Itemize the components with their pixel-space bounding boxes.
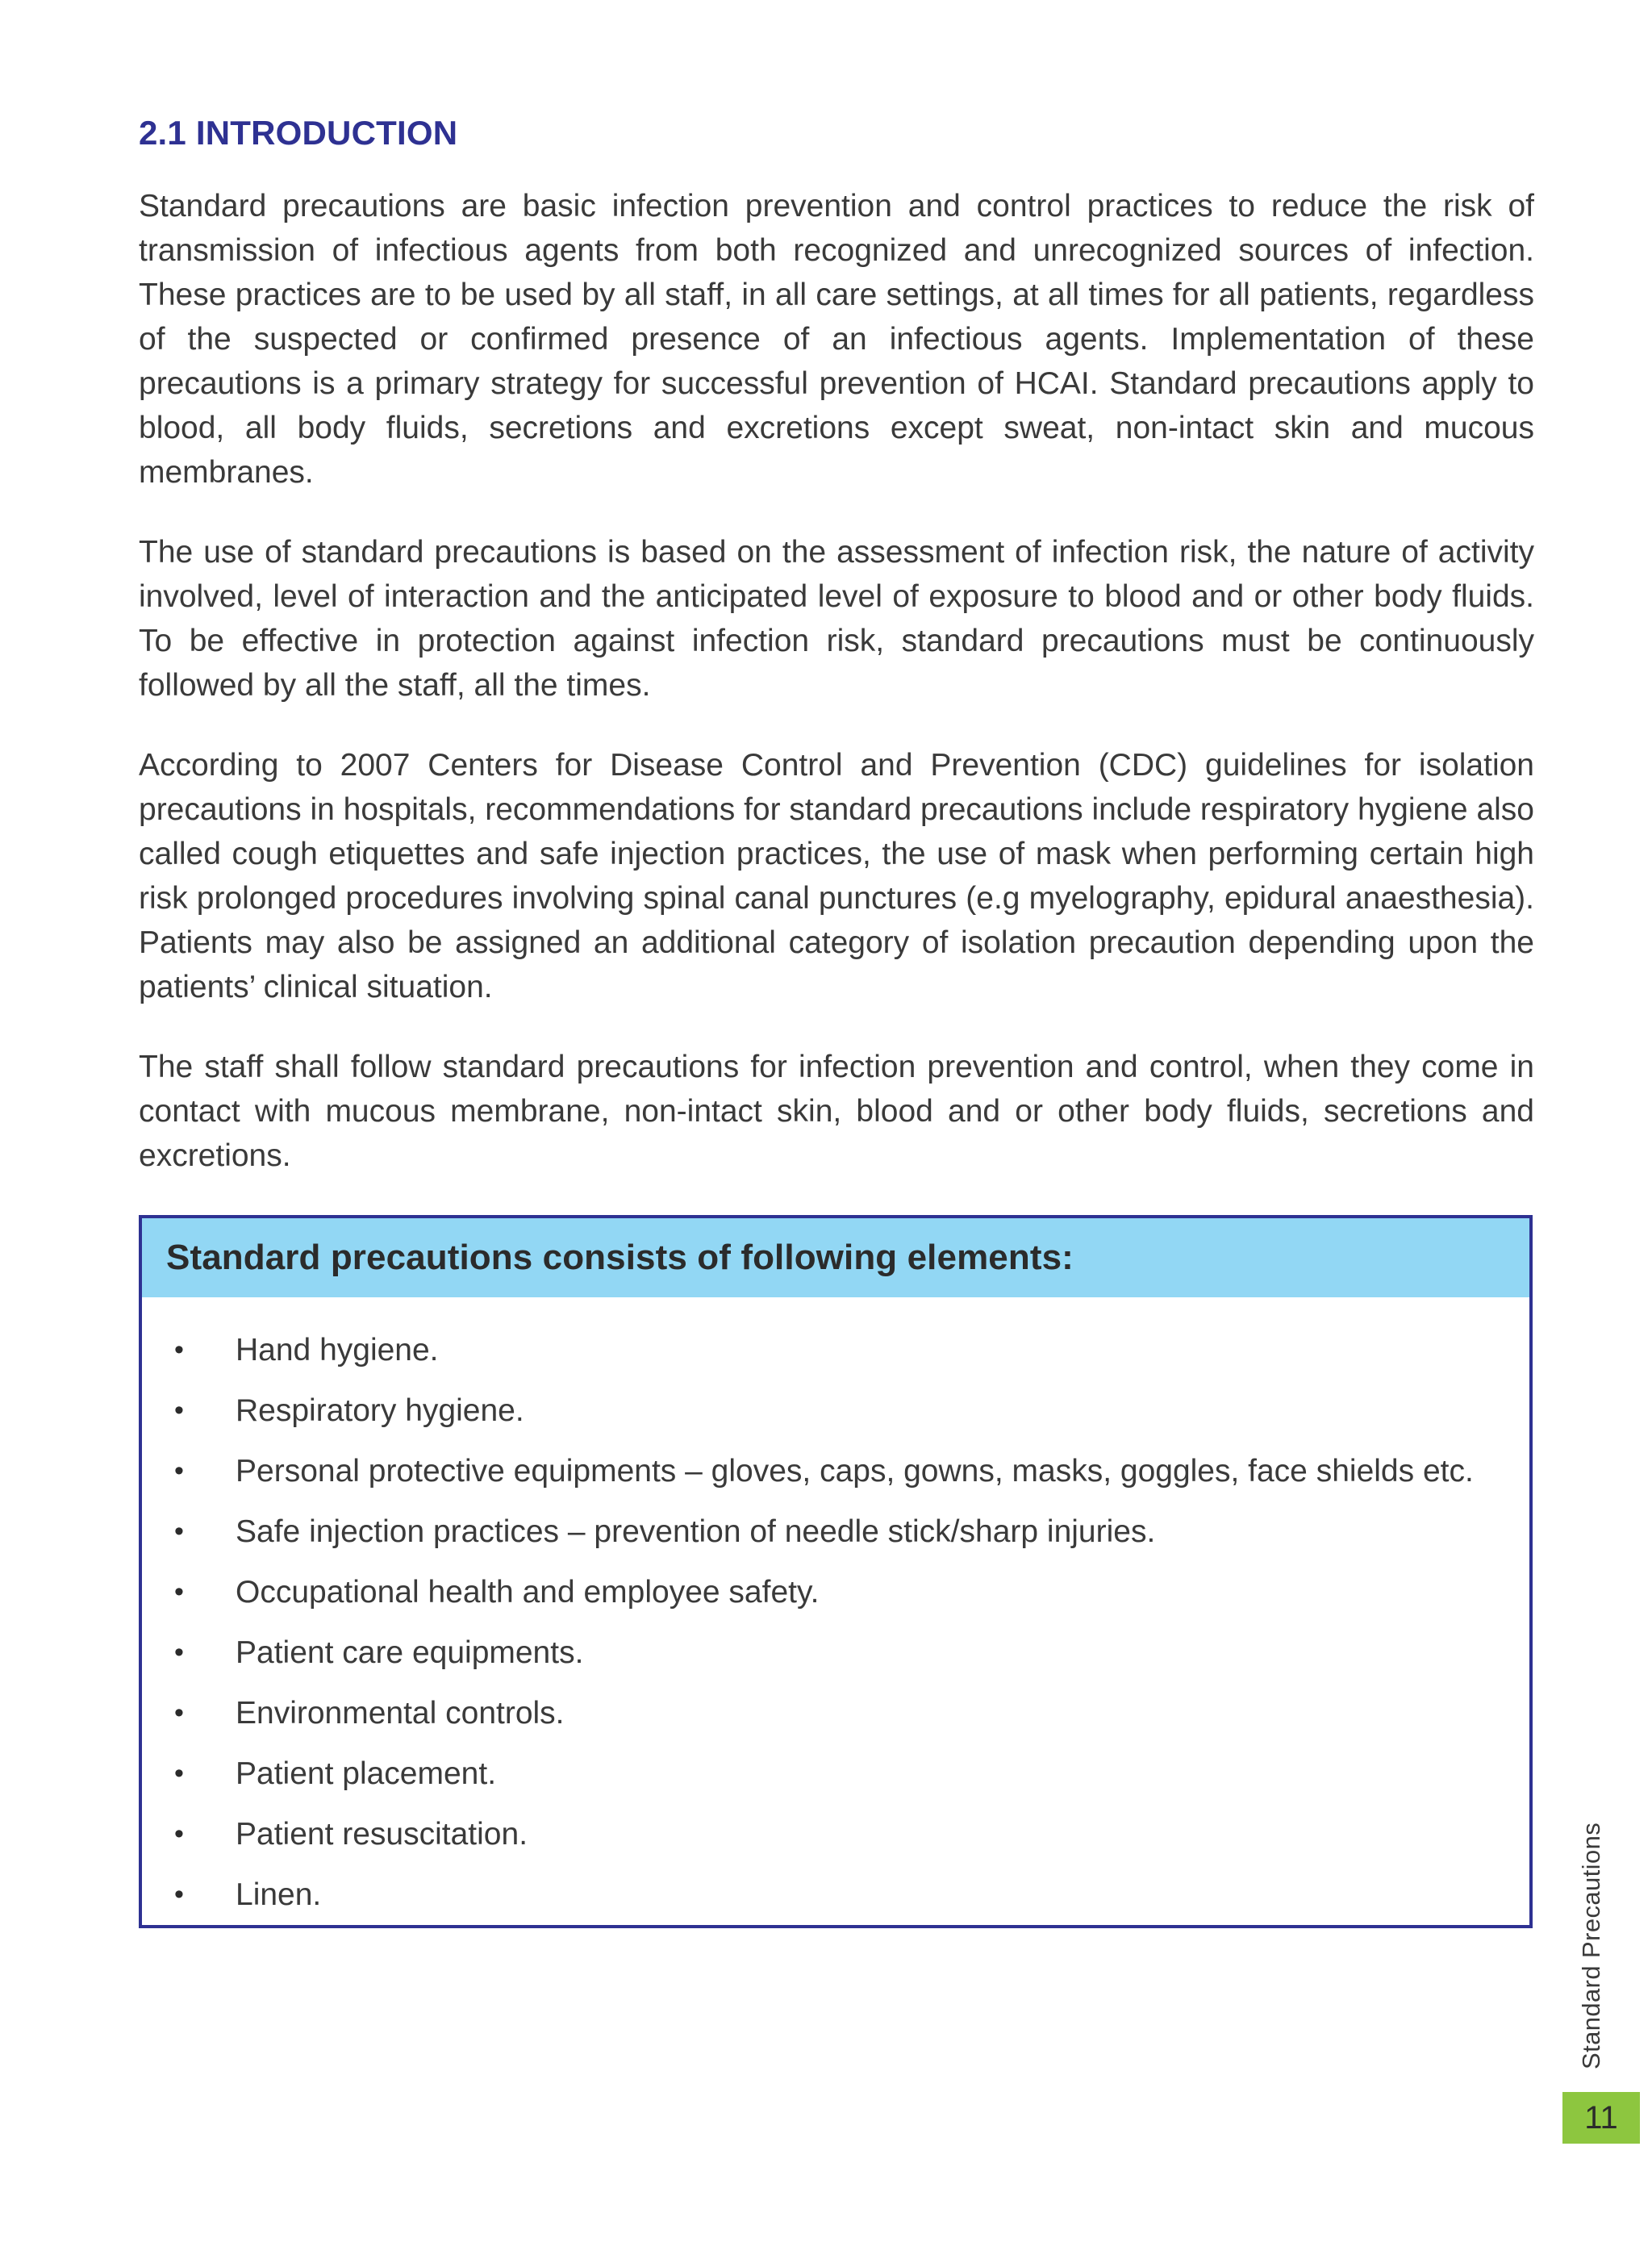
chapter-side-label: Standard Precautions	[1577, 1822, 1605, 2069]
list-item	[142, 1864, 1529, 1925]
list-item	[142, 1501, 1529, 1562]
main-content	[139, 113, 1534, 1213]
box-title: Standard precautions consists of following elements:	[166, 1238, 1074, 1277]
list-item-text: Linen.	[236, 1877, 322, 1912]
list-item	[142, 1380, 1529, 1441]
paragraph-3: According to 2007 Centers for Disease Control and Prevention (CDC) guidelines for isolation precautions in hospitals, recommendations for standard precautions include respiratory hygiene also called cough etiquettes and safe injection practices, the use of mask when performing certain high risk prolonged procedures involving spinal canal punctures (e.g myelography, epidural anaesthesia). Patients may also be assigned an additional category of isolation precaution depending upon the patients’ clinical situation.	[139, 748, 1534, 1005]
list-item-text: Occupational health and employee safety.	[236, 1574, 820, 1610]
list-item-text: Patient placement.	[236, 1756, 497, 1791]
standard-precautions-box	[139, 1215, 1533, 1928]
list-item	[142, 1320, 1529, 1380]
list-item	[142, 1743, 1529, 1804]
list-item-text: Hand hygiene.	[236, 1332, 439, 1368]
list-item-text: Safe injection practices – prevention of needle stick/sharp injuries.	[236, 1514, 1156, 1549]
box-header	[142, 1218, 1529, 1297]
list-item-text: Patient care equipments.	[236, 1635, 584, 1670]
bullet-icon: •	[174, 1516, 184, 1547]
bullet-icon: •	[174, 1637, 184, 1668]
precautions-list	[142, 1297, 1529, 1925]
paragraph-4: The staff shall follow standard precautions for infection prevention and control, when they come in contact with mucous membrane, non-intact skin, blood and or other body fluids, secretions and excretions.	[139, 1050, 1534, 1174]
bullet-icon: •	[174, 1818, 184, 1849]
bullet-icon: •	[174, 1758, 184, 1789]
bullet-icon: •	[174, 1879, 184, 1910]
list-item-text: Personal protective equipments – gloves, caps, gowns, masks, goggles, face shields etc.	[236, 1453, 1474, 1489]
paragraph-2: The use of standard precautions is based on the assessment of infection risk, the nature of activity involved, level of interaction and the anticipated level of exposure to blood and or other body fluids. To be effective in protection against infection risk, standard precautions must be continuously followed by all the staff, all the times.	[139, 535, 1534, 704]
list-item	[142, 1683, 1529, 1743]
list-item-text: Environmental controls.	[236, 1695, 565, 1731]
bullet-icon: •	[174, 1697, 184, 1728]
list-item	[142, 1562, 1529, 1622]
bullet-icon: •	[174, 1455, 184, 1486]
bullet-icon: •	[174, 1576, 184, 1607]
paragraph-1: Standard precautions are basic infection prevention and control practices to reduce the risk of transmission of infectious agents from both recognized and unrecognized sources of infection. These practices are to be used by all staff, in all care settings, at all times for all patients, regardless of the suspected or confirmed presence of an infectious agents. Implementation of these precautions is a primary strategy for successful prevention of HCAI. Standard precautions apply to blood, all body fluids, secretions and excretions except sweat, non-intact skin and mucous membranes.	[139, 189, 1534, 491]
list-item	[142, 1622, 1529, 1683]
page-number-badge	[1562, 2092, 1640, 2144]
bullet-icon: •	[174, 1395, 184, 1426]
list-item	[142, 1804, 1529, 1864]
list-item-text: Patient resuscitation.	[236, 1816, 528, 1852]
section-heading: 2.1 INTRODUCTION	[139, 114, 458, 152]
list-item-text: Respiratory hygiene.	[236, 1393, 524, 1428]
list-item	[142, 1441, 1529, 1501]
page-number: 11	[1584, 2099, 1618, 2136]
bullet-icon: •	[174, 1334, 184, 1365]
